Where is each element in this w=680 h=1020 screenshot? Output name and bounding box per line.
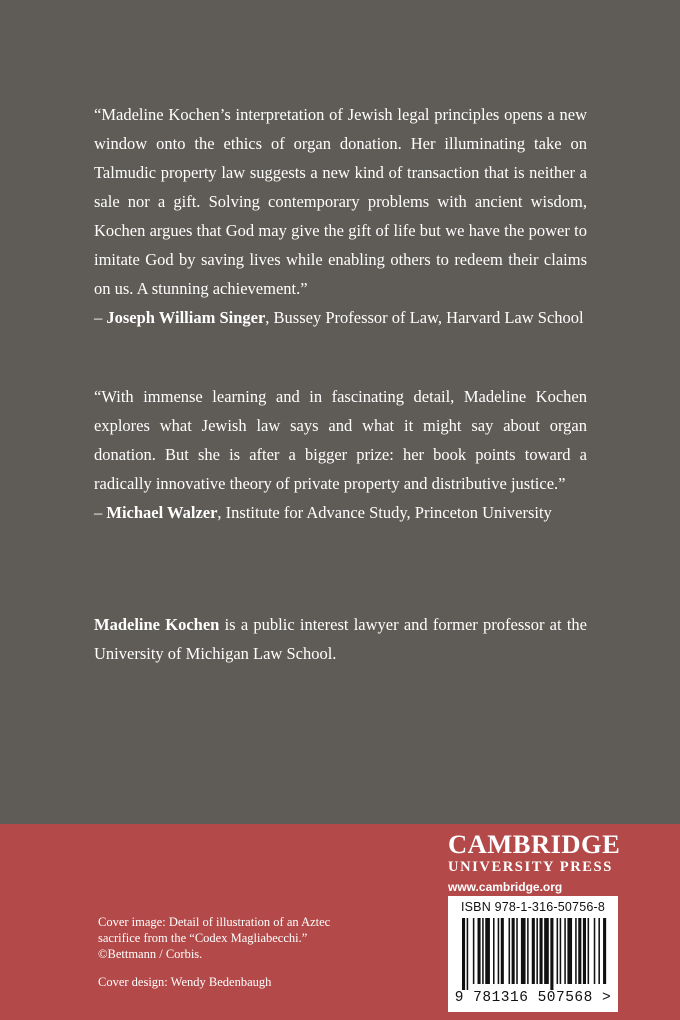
barcode-bar — [498, 918, 500, 984]
cover-image-credit — [98, 914, 398, 962]
barcode-bar — [560, 918, 562, 984]
endorsement-quote-walzer — [94, 382, 587, 527]
credit-line: Cover image: Detail of illustration of an Aztec — [98, 915, 331, 929]
quote-affiliation: , Institute for Advance Study, Princeton University — [217, 503, 552, 522]
quote-attribution — [94, 303, 587, 332]
publisher-subtitle: UNIVERSITY PRESS — [448, 859, 613, 875]
barcode-bar — [485, 918, 490, 984]
publisher-logo — [448, 830, 620, 896]
cover-design-credit: Cover design: Wendy Bedenbaugh — [98, 975, 272, 989]
back-cover-lower-panel — [0, 824, 680, 1020]
barcode-bar — [598, 918, 600, 984]
quote-affiliation: , Bussey Professor of Law, Harvard Law School — [265, 308, 584, 327]
barcode-bar — [578, 918, 581, 984]
quote-author: Joseph William Singer — [106, 308, 266, 327]
barcode-bar — [532, 918, 535, 984]
barcode-digits: 9 781316 507568 > — [454, 990, 612, 1006]
barcode-bar — [467, 918, 469, 990]
barcode-bar — [603, 918, 606, 984]
isbn-barcode — [448, 896, 618, 1012]
isbn-label: ISBN 978-1-316-50756-8 — [460, 900, 606, 914]
barcode-bar — [594, 918, 596, 984]
endorsement-quote-singer — [94, 100, 587, 332]
credit-line: sacrifice from the “Codex Magliabecchi.” — [98, 931, 308, 945]
publisher-url: www.cambridge.org — [448, 880, 563, 894]
quote-text: “Madeline Kochen’s interpretation of Jewish legal principles opens a new window onto the ethics of organ donation. Her illuminating take on Talmudic property law suggests a new kind of transaction that is neither a sale nor a gift. Solving contemporary problems with ancient wisdom, Kochen argues that God may give the gift of life but we have the power to imitate God by saving lives while enabling others to redeem their claims on us. A stunning achievement.” — [94, 105, 587, 298]
barcode-bar — [536, 918, 538, 984]
barcode-bar — [544, 918, 549, 984]
barcode-bar — [501, 918, 504, 984]
barcode-bar — [462, 918, 465, 990]
barcode-bar — [521, 918, 526, 984]
barcode-bar — [583, 918, 586, 984]
barcode-bar — [575, 918, 577, 984]
author-bio — [94, 610, 587, 668]
attribution-dash: – — [94, 503, 107, 522]
quote-text: “With immense learning and in fascinating detail, Madeline Kochen explores what Jewish law says and what it might say about organ donation. But she is after a bigger prize: her book points toward a radically innovative theory of private property and distributive justice.” — [94, 387, 587, 493]
bio-author-name: Madeline Kochen — [94, 615, 220, 634]
quote-author: Michael Walzer — [106, 503, 218, 522]
publisher-name: CAMBRIDGE — [448, 829, 621, 859]
attribution-dash: – — [94, 308, 107, 327]
barcode-bar — [493, 918, 495, 984]
barcode-bar — [512, 918, 515, 984]
credit-line: ©Bettmann / Corbis. — [98, 947, 203, 961]
barcode-bar — [478, 918, 481, 984]
barcode-bar — [516, 918, 518, 984]
barcode-bar — [567, 918, 572, 984]
barcode-bar — [473, 918, 475, 984]
barcode-bar — [550, 918, 553, 990]
barcode-bar — [588, 918, 590, 984]
barcode-bar — [527, 918, 529, 984]
barcode-bars — [448, 918, 618, 990]
barcode-bar — [557, 918, 559, 984]
barcode-bar — [540, 918, 543, 984]
quote-attribution — [94, 498, 587, 527]
barcode-bar — [482, 918, 484, 984]
barcode-bar — [509, 918, 511, 984]
barcode-bar — [564, 918, 566, 984]
bio-text: is a public interest lawyer and former professor at the University of Michigan Law School. — [94, 615, 587, 663]
